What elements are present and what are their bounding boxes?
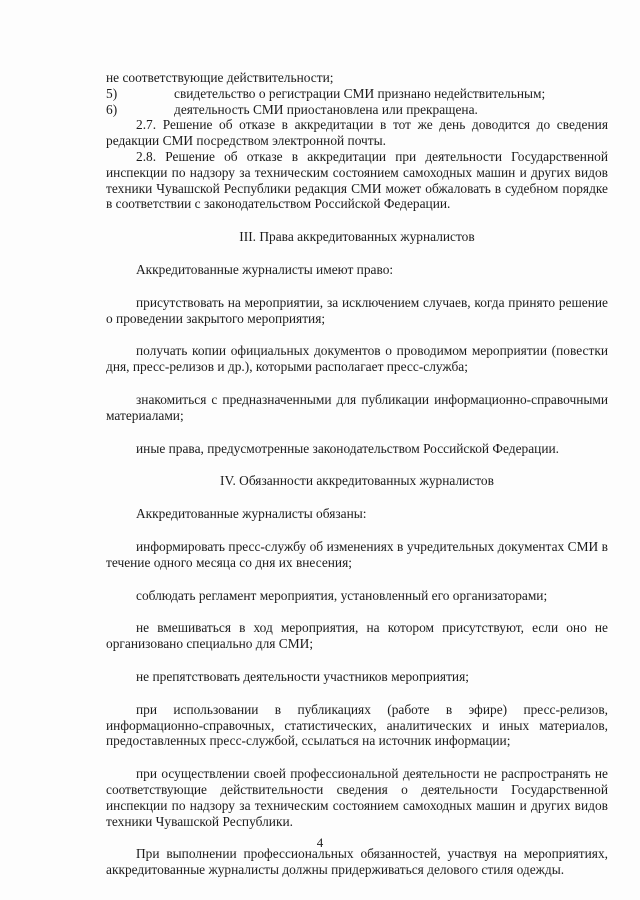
section-4-item: соблюдать регламент мероприятия, установленный его организаторами; — [136, 587, 548, 603]
section-4-item: при использовании в публикациях (работе в эфире) пресс-релизов, информационно-справочных, статистических, аналитических и иных материалов, предоставленных пресс-службой, ссылаться на источник информации; — [106, 701, 608, 749]
section-4-item: не препятствовать деятельности участников мероприятия; — [136, 668, 469, 684]
section-3-item: получать копии официальных документов о проводимом мероприятии (повестки дня, пресс-релизов и др.), которыми располагает пресс-служба; — [106, 343, 608, 375]
section-3-heading: III. Права аккредитованных журналистов — [239, 229, 475, 245]
section-4-heading: IV. Обязанности аккредитованных журналистов — [220, 473, 494, 489]
section-4-item: при осуществлении своей профессиональной деятельности не распространять не соответствующие действительности сведения о деятельности Государственной инспекции по надзору за техническим состоянием самоходных машин и других видов техники Чувашской Республики. — [106, 766, 608, 829]
paragraph-continuation: не соответствующие действительности; — [106, 70, 334, 85]
page-number: 4 — [316, 835, 324, 850]
list-item-5 — [106, 86, 608, 102]
section-4-item: не вмешиваться в ход мероприятия, на котором присутствуют, если оно не организовано специально для СМИ; — [106, 620, 608, 652]
closing-paragraph: При выполнении профессиональных обязанностей, участвуя на мероприятиях, аккредитованные журналисты должны придерживаться делового стиля одежды. — [106, 846, 608, 878]
paragraph-2-7: 2.7. Решение об отказе в аккредитации в тот же день доводится до сведения редакции СМИ посредством электронной почты. — [106, 117, 608, 149]
list-item-number: 5) — [106, 85, 118, 101]
section-3-intro: Аккредитованные журналисты имеют право: — [136, 261, 394, 277]
paragraph-2-8: 2.8. Решение об отказе в аккредитации при деятельности Государственной инспекции по надзору за техническим состоянием самоходных машин и других видов техники Чувашской Республики редакция СМИ может обжаловать в судебном порядке в соответствии с законодательством Российской Федерации. — [106, 148, 608, 212]
section-4-intro: Аккредитованные журналисты обязаны: — [136, 506, 367, 522]
section-3-item: иные права, предусмотренные законодательством Российской Федерации. — [136, 440, 559, 456]
document-body — [106, 70, 608, 878]
list-item-6 — [106, 102, 608, 118]
section-3-item: присутствовать на мероприятии, за исключением случаев, когда принято решение о проведении закрытого мероприятия; — [106, 294, 608, 326]
list-item-text: свидетельство о регистрации СМИ признано недействительным; — [174, 85, 546, 101]
section-4-item: информировать пресс-службу об изменениях в учредительных документах СМИ в течение одного месяца со дня их внесения; — [106, 538, 608, 570]
section-3-item: знакомиться с предназначенными для публикации информационно-справочными материалами; — [106, 391, 608, 423]
list-item-number: 6) — [106, 101, 118, 117]
list-item-text: деятельность СМИ приостановлена или прекращена. — [174, 101, 478, 117]
